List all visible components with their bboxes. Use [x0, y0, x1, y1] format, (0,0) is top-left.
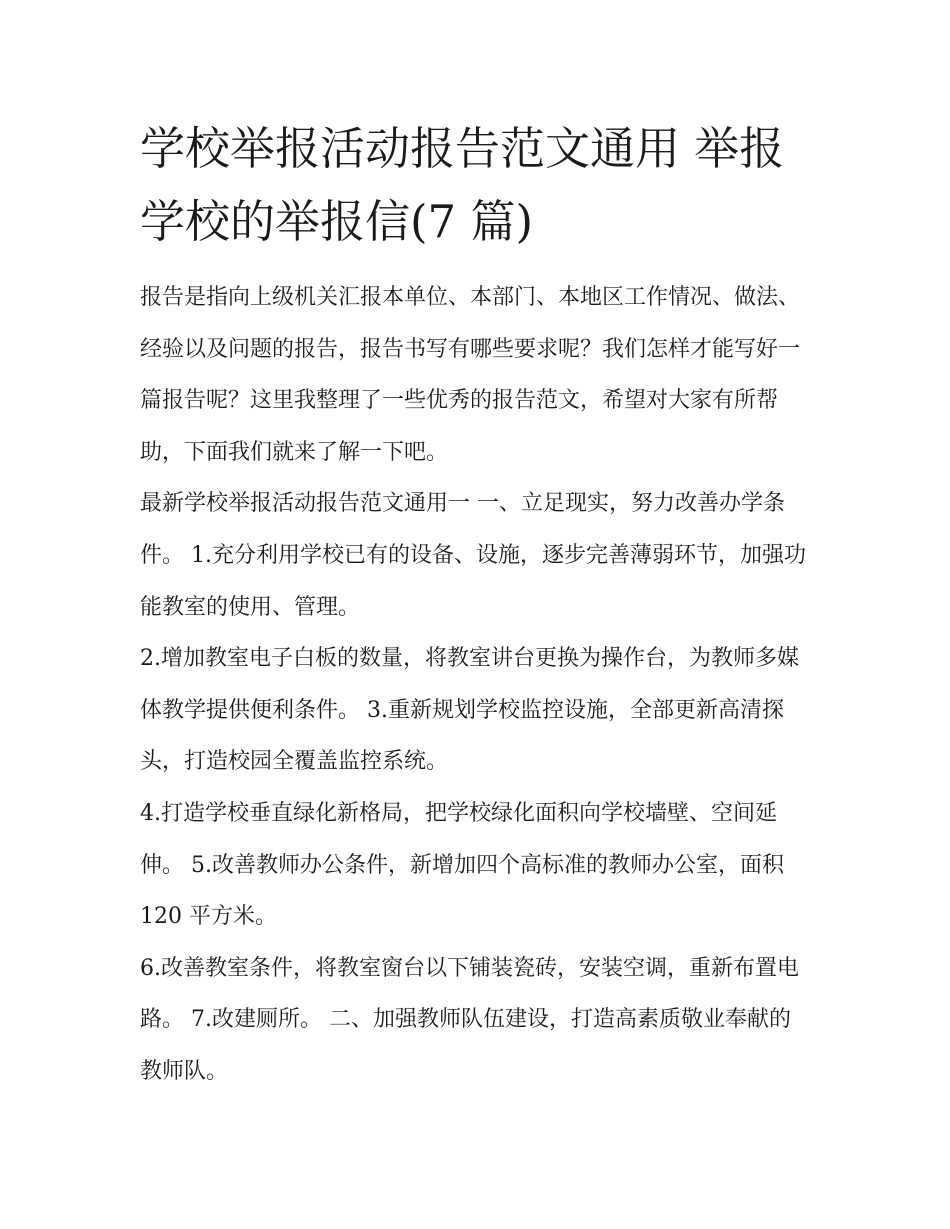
paragraph-2: 2.增加教室电子白板的数量，将教室讲台更换为操作台，为教师多媒体教学提供便利条件。 3.重新规划学校监控设施，全部更新高清探头，打造校园全覆盖监控系统。 — [140, 646, 799, 775]
paragraph-1: 最新学校举报活动报告范文通用一 一、立足现实，努力改善办学条件。 1.充分利用学校已有的设备、设施，逐步完善薄弱环节，加强功能教室的使用、管理。 — [140, 491, 806, 620]
paragraph-intro: 报告是指向上级机关汇报本单位、本部门、本地区工作情况、做法、经验以及问题的报告，报告书写有哪些要求呢？我们怎样才能写好一篇报告呢？这里我整理了一些优秀的报告范文，希望对大家有所帮助，下面我们就来了解一下吧。 — [140, 285, 801, 465]
document-title: 学校举报活动报告范文通用 举报学校的举报信(7 篇) — [140, 122, 785, 248]
paragraph-4: 6.改善教室条件，将教室窗台以下铺装瓷砖，安装空调，重新布置电路。 7.改建厕所。 二、加强教师队伍建设，打造高素质敬业奉献的教师队。 — [140, 955, 799, 1084]
paragraph-3: 4.打造学校垂直绿化新格局，把学校绿化面积向学校墙壁、空间延伸。 5.改善教师办公条件，新增加四个高标准的教师办公室，面积 120 平方米。 — [140, 800, 784, 930]
